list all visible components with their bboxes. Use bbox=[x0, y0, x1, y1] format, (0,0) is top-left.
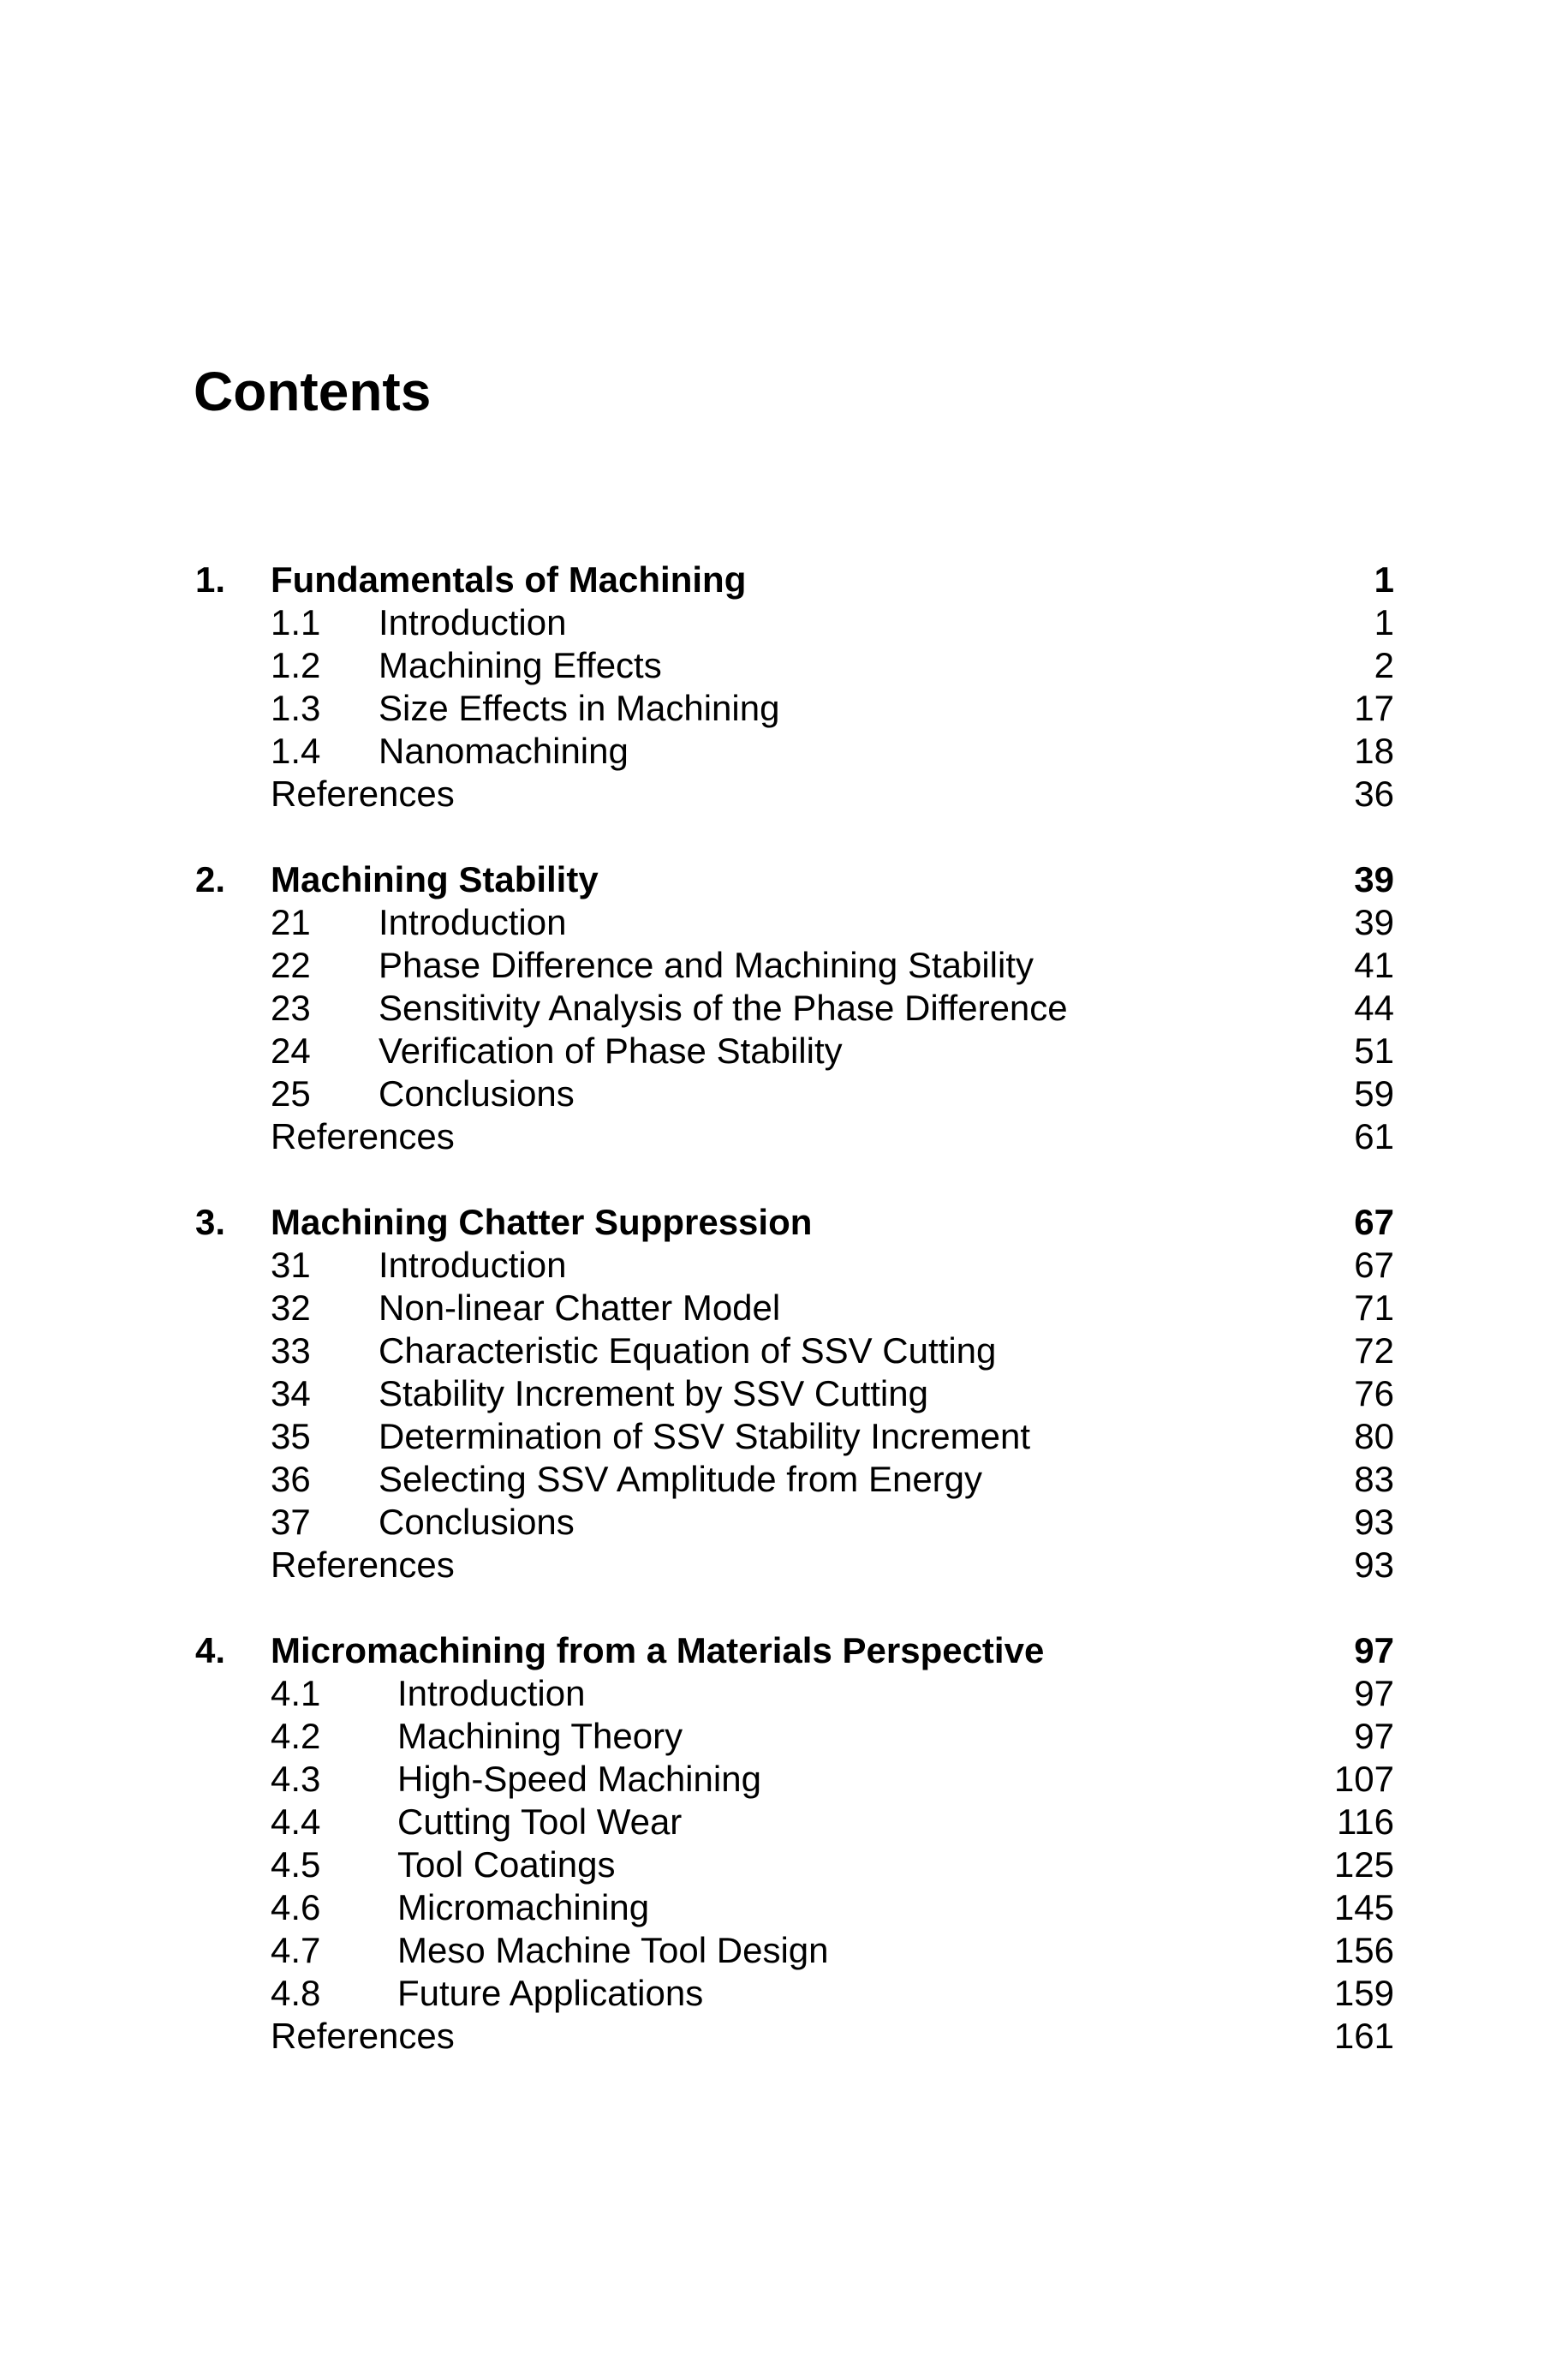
chapter-number: 1. bbox=[195, 559, 226, 600]
section-entry[interactable] bbox=[195, 1372, 1394, 1415]
section-entry[interactable] bbox=[195, 1886, 1394, 1929]
section-number: 4.5 bbox=[271, 1844, 321, 1885]
section-entry[interactable] bbox=[195, 1072, 1394, 1115]
chapter-3 bbox=[195, 1201, 1394, 1586]
section-title: Machining Effects bbox=[379, 645, 662, 685]
references-title: References bbox=[271, 1545, 455, 1585]
section-entry[interactable] bbox=[195, 987, 1394, 1030]
spacer bbox=[195, 1158, 1394, 1201]
page-number: 1 bbox=[1374, 559, 1394, 600]
section-entry[interactable] bbox=[195, 1672, 1394, 1715]
section-entry[interactable] bbox=[195, 1030, 1394, 1072]
section-title: Phase Difference and Machining Stability bbox=[379, 945, 1034, 985]
section-title: Conclusions bbox=[379, 1073, 575, 1114]
section-entry[interactable] bbox=[195, 687, 1394, 730]
spacer bbox=[195, 1586, 1394, 1629]
page-number: 76 bbox=[1354, 1373, 1394, 1413]
page-number: 41 bbox=[1354, 945, 1394, 985]
chapter-2 bbox=[195, 858, 1394, 1158]
section-title: Tool Coatings bbox=[397, 1844, 616, 1885]
page-number: 97 bbox=[1354, 1630, 1394, 1670]
section-title: Non-linear Chatter Model bbox=[379, 1288, 781, 1328]
page-number: 59 bbox=[1354, 1073, 1394, 1114]
section-entry[interactable] bbox=[195, 1972, 1394, 2015]
section-number: 4.1 bbox=[271, 1673, 321, 1713]
section-entry[interactable] bbox=[195, 1329, 1394, 1372]
section-entry[interactable] bbox=[195, 1458, 1394, 1501]
section-entry[interactable] bbox=[195, 1715, 1394, 1758]
section-number: 1.4 bbox=[271, 731, 321, 771]
chapter-number: 2. bbox=[195, 859, 226, 899]
page-number: 83 bbox=[1354, 1459, 1394, 1499]
section-entry[interactable] bbox=[195, 1287, 1394, 1329]
section-number: 25 bbox=[271, 1073, 311, 1114]
chapter-heading[interactable] bbox=[195, 1201, 1394, 1244]
section-title: Verification of Phase Stability bbox=[379, 1031, 843, 1071]
section-number: 33 bbox=[271, 1330, 311, 1371]
section-title: Meso Machine Tool Design bbox=[397, 1930, 829, 1970]
section-number: 4.6 bbox=[271, 1887, 321, 1927]
page-number: 51 bbox=[1354, 1031, 1394, 1071]
chapter-4 bbox=[195, 1629, 1394, 2058]
section-entry[interactable] bbox=[195, 1843, 1394, 1886]
chapter-title: Fundamentals of Machining bbox=[271, 559, 747, 600]
section-title: Machining Theory bbox=[397, 1716, 683, 1756]
page-number: 44 bbox=[1354, 988, 1394, 1028]
page-number: 18 bbox=[1354, 731, 1394, 771]
section-entry[interactable] bbox=[195, 1501, 1394, 1544]
section-entry[interactable] bbox=[195, 1244, 1394, 1287]
section-number: 23 bbox=[271, 988, 311, 1028]
references-title: References bbox=[271, 2016, 455, 2056]
page-number: 125 bbox=[1333, 1844, 1394, 1885]
spacer bbox=[195, 816, 1394, 858]
section-number: 31 bbox=[271, 1245, 311, 1285]
section-title: Introduction bbox=[397, 1673, 586, 1713]
section-number: 37 bbox=[271, 1502, 311, 1542]
section-number: 21 bbox=[271, 902, 311, 942]
page-number: 71 bbox=[1354, 1288, 1394, 1328]
chapter-title: Machining Stability bbox=[271, 859, 599, 899]
chapter-1 bbox=[195, 559, 1394, 816]
section-title: Determination of SSV Stability Increment bbox=[379, 1416, 1031, 1456]
page-number: 39 bbox=[1354, 859, 1394, 899]
section-number: 36 bbox=[271, 1459, 311, 1499]
section-number: 32 bbox=[271, 1288, 311, 1328]
page-number: 72 bbox=[1354, 1330, 1394, 1371]
page-number: 1 bbox=[1374, 602, 1394, 642]
references-entry[interactable] bbox=[195, 1115, 1394, 1158]
page-number: 39 bbox=[1354, 902, 1394, 942]
page-number: 159 bbox=[1333, 1973, 1394, 2013]
section-title: Stability Increment by SSV Cutting bbox=[379, 1373, 928, 1413]
page-number: 97 bbox=[1354, 1673, 1394, 1713]
references-title: References bbox=[271, 1116, 455, 1156]
page-number: 36 bbox=[1354, 774, 1394, 814]
chapter-title: Micromachining from a Materials Perspective bbox=[271, 1630, 1045, 1670]
section-number: 4.7 bbox=[271, 1930, 321, 1970]
page-number: 97 bbox=[1354, 1716, 1394, 1756]
page-number: 93 bbox=[1354, 1545, 1394, 1585]
chapter-title: Machining Chatter Suppression bbox=[271, 1202, 813, 1242]
section-title: Introduction bbox=[379, 602, 567, 642]
page-number: 17 bbox=[1354, 688, 1394, 728]
section-title: Micromachining bbox=[397, 1887, 650, 1927]
section-title: Size Effects in Machining bbox=[379, 688, 780, 728]
chapter-heading[interactable] bbox=[195, 858, 1394, 901]
section-title: Introduction bbox=[379, 902, 567, 942]
references-title: References bbox=[271, 774, 455, 814]
page-number: 2 bbox=[1374, 645, 1394, 685]
page-number: 161 bbox=[1333, 2016, 1394, 2056]
section-entry[interactable] bbox=[195, 644, 1394, 687]
section-entry[interactable] bbox=[195, 1415, 1394, 1458]
section-number: 35 bbox=[271, 1416, 311, 1456]
section-entry[interactable] bbox=[195, 1758, 1394, 1801]
section-entry[interactable] bbox=[195, 901, 1394, 944]
section-number: 4.4 bbox=[271, 1801, 321, 1842]
section-title: Future Applications bbox=[397, 1973, 704, 2013]
references-entry[interactable] bbox=[195, 2015, 1394, 2058]
page-number: 80 bbox=[1354, 1416, 1394, 1456]
section-number: 4.8 bbox=[271, 1973, 321, 2013]
section-number: 4.3 bbox=[271, 1759, 321, 1799]
references-entry[interactable] bbox=[195, 773, 1394, 816]
chapter-heading[interactable] bbox=[195, 1629, 1394, 1672]
section-number: 22 bbox=[271, 945, 311, 985]
section-number: 24 bbox=[271, 1031, 311, 1071]
section-entry[interactable] bbox=[195, 730, 1394, 773]
section-title: Characteristic Equation of SSV Cutting bbox=[379, 1330, 997, 1371]
page-number: 67 bbox=[1354, 1245, 1394, 1285]
section-entry[interactable] bbox=[195, 1801, 1394, 1843]
section-title: Sensitivity Analysis of the Phase Difference bbox=[379, 988, 1068, 1028]
section-entry[interactable] bbox=[195, 601, 1394, 644]
section-entry[interactable] bbox=[195, 944, 1394, 987]
section-title: Introduction bbox=[379, 1245, 567, 1285]
page-title: Contents bbox=[194, 361, 432, 422]
section-number: 4.2 bbox=[271, 1716, 321, 1756]
page-number: 145 bbox=[1333, 1887, 1394, 1927]
page-number: 156 bbox=[1333, 1930, 1394, 1970]
section-number: 1.2 bbox=[271, 645, 321, 685]
section-number: 1.1 bbox=[271, 602, 321, 642]
section-title: Cutting Tool Wear bbox=[397, 1801, 683, 1842]
table-of-contents bbox=[195, 559, 1394, 2058]
section-title: Conclusions bbox=[379, 1502, 575, 1542]
page-number: 67 bbox=[1354, 1202, 1394, 1242]
section-number: 34 bbox=[271, 1373, 311, 1413]
page-number: 116 bbox=[1337, 1801, 1394, 1842]
chapter-heading[interactable] bbox=[195, 559, 1394, 601]
section-title: Nanomachining bbox=[379, 731, 629, 771]
chapter-number: 3. bbox=[195, 1202, 226, 1242]
page-number: 61 bbox=[1354, 1116, 1394, 1156]
page-number: 93 bbox=[1354, 1502, 1394, 1542]
section-title: High-Speed Machining bbox=[397, 1759, 761, 1799]
section-entry[interactable] bbox=[195, 1929, 1394, 1972]
section-title: Selecting SSV Amplitude from Energy bbox=[379, 1459, 983, 1499]
section-number: 1.3 bbox=[271, 688, 321, 728]
references-entry[interactable] bbox=[195, 1544, 1394, 1586]
chapter-number: 4. bbox=[195, 1630, 226, 1670]
page-number: 107 bbox=[1333, 1759, 1394, 1799]
